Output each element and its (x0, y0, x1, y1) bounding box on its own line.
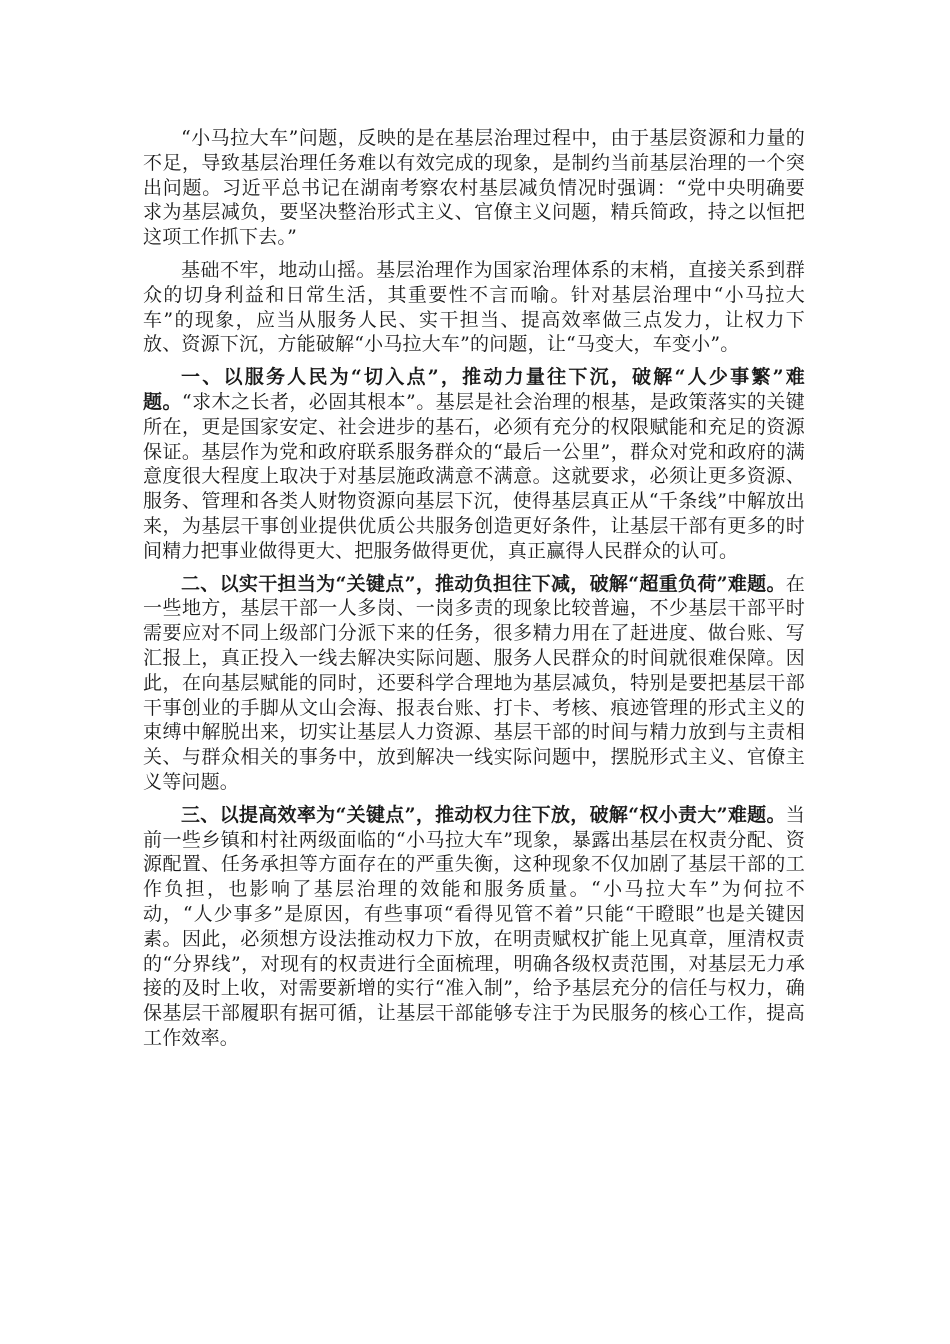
section-two (143, 572, 805, 795)
paragraph-text: 基础不牢，地动山摇。基层治理作为国家治理体系的末梢，直接关系到群众的切身利益和日常生活，其重要性不言而喻。针对基层治理中“小马拉大车”的现象，应当从服务人民、实干担当、提高效率做三点发力，让权力下放、资源下沉，方能破解“小马拉大车”的问题，让“马变大，车变小”。 (143, 258, 805, 356)
section-three-text: 当前一些乡镇和村社两级面临的“小马拉大车”现象，暴露出基层在权责分配、资源配置、任务承担等方面存在的严重失衡，这种现象不仅加剧了基层干部的工作负担，也影响了基层治理的效能和服务质量。“小马拉大车”为何拉不动，“人少事多”是原因，有些事项“看得见管不着”只能“干瞪眼”也是关键因素。因此，必须想方设法推动权力下放，在明责赋权扩能上见真章，厘清权责的“分界线”，对现有的权责进行全面梳理，明确各级权责范围，对基层无力承接的及时上收，对需要新增的实行“准入制”，给予基层充分的信任与权力，确保基层干部履职有据可循，让基层干部能够专注于为民服务的核心工作，提高工作效率。 (143, 803, 805, 1049)
paragraph-text: “小马拉大车”问题，反映的是在基层治理过程中，由于基层资源和力量的不足，导致基层治理任务难以有效完成的现象，是制约当前基层治理的一个突出问题。习近平总书记在湖南考察农村基层减负情况时强调：“党中央明确要求为基层减负，要坚决整治形式主义、官僚主义问题，精兵简政，持之以恒把这项工作抓下去。” (143, 127, 805, 249)
paragraph-intro (143, 126, 805, 250)
document-body (143, 126, 805, 1059)
section-three (143, 803, 805, 1051)
section-one-text: “求木之长者，必固其根本”。基层是社会治理的根基，是政策落实的关键所在，更是国家安定、社会进步的基石，必须有充分的权限赋能和充足的资源保证。基层作为党和政府联系服务群众的“最后一公里”，群众对党和政府的满意度很大程度上取决于对基层施政满意不满意。这就要求，必须让更多资源、服务、管理和各类人财物资源向基层下沉，使得基层真正从“千条线”中解放出来，为基层干事创业提供优质公共服务创造更好条件，让基层干部有更多的时间精力把事业做得更大、把服务做得更优，真正赢得人民群众的认可。 (143, 390, 805, 562)
section-two-text: 在一些地方，基层干部一人多岗、一岗多责的现象比较普遍，不少基层干部平时需要应对不同上级部门分派下来的任务，很多精力用在了赶进度、做台账、写汇报上，真正投入一线去解决实际问题、服务人民群众的时间就很难保障。因此，在向基层赋能的同时，还要科学合理地为基层减负，特别是要把基层干部干事创业的手脚从文山会海、报表台账、打卡、考核、痕迹管理的形式主义的束缚中解脱出来，切实让基层人力资源、基层干部的时间与精力放到与主责相关、与群众相关的事务中，放到解决一线实际问题中，摆脱形式主义、官僚主义等问题。 (143, 572, 805, 793)
paragraph-context (143, 258, 805, 357)
section-two-heading: 二、以实干担当为“关键点”，推动负担往下减，破解“超重负荷”难题。 (181, 572, 786, 595)
section-one-heading: 一、以服务人民为“切入点”，推动力量往下沉，破解“人少事繁”难题。 (143, 366, 805, 413)
section-one (143, 365, 805, 563)
section-three-heading: 三、以提高效率为“关键点”，推动权力往下放，破解“权小责大”难题。 (181, 803, 786, 826)
